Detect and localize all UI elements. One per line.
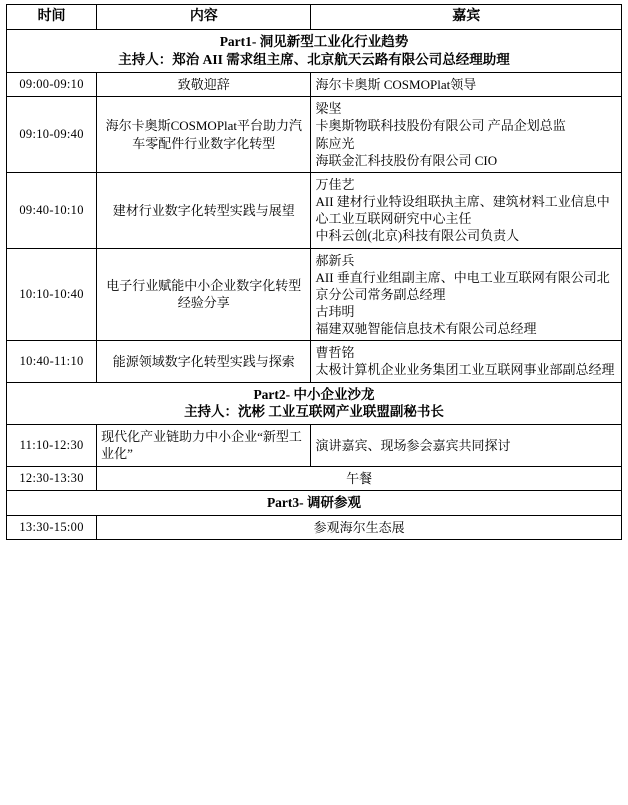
guest-line: 演讲嘉宾、现场参会嘉宾共同探讨 [315,437,511,453]
guest-line: 海尔卡奥斯 COSMOPlat领导 [315,77,477,93]
cell-guest [311,425,622,466]
section-title: Part3- 调研参观 [266,494,362,510]
cell-content: 现代化产业链助力中小企业“新型工业化” [97,425,311,466]
table-body [7,30,622,539]
column-header-time: 时间 [7,5,97,30]
guest-line: 中科云创(北京)科技有限公司负责人 [315,228,520,244]
table-header [7,5,622,30]
guest-line: 陈应光 [315,135,355,151]
cell-guest [311,73,622,97]
guest-line: 万佳艺 [315,176,355,192]
column-header-guest: 嘉宾 [311,5,622,30]
section-host: 主持人：郑治 AII 需求组主席、北京航天云路有限公司总经理助理 [118,52,510,68]
cell-time: 09:10-09:40 [7,97,97,173]
table-row [7,382,622,425]
cell-time: 13:30-15:00 [7,515,97,539]
cell-guest [311,97,622,173]
table-row [7,30,622,73]
guest-line: 卡奥斯物联科技股份有限公司 产品企划总监 [315,118,566,134]
cell-lunch: 午餐 [97,466,622,490]
table-row [7,515,622,539]
agenda-table [6,4,622,540]
table-row [7,73,622,97]
section-host: 主持人：沈彬 工业互联网产业联盟副秘书长 [184,404,444,420]
table-row [7,425,622,466]
guest-line: 古玮明 [315,303,355,319]
guest-line: 太极计算机企业业务集团工业互联网事业部副总经理 [315,362,615,378]
cell-time: 10:10-10:40 [7,248,97,341]
cell-content: 电子行业赋能中小企业数字化转型经验分享 [97,248,311,341]
guest-line: AII 建材行业特设组联执主席、建筑材料工业信息中心工业互联网研究中心主任 [315,194,610,227]
section-title: Part1- 洞见新型工业化行业趋势 [219,34,409,50]
table-header-row [7,5,622,30]
cell-time: 10:40-11:10 [7,341,97,382]
guest-line: AII 垂直行业组副主席、中电工业互联网有限公司北京分公司常务副总经理 [315,269,610,302]
table-row [7,97,622,173]
guest-line: 福建双驰智能信息技术有限公司总经理 [315,321,537,337]
table-row [7,490,622,515]
cell-content: 致敬迎辞 [97,73,311,97]
cell-visit: 参观海尔生态展 [97,515,622,539]
table-row [7,248,622,341]
cell-time: 12:30-13:30 [7,466,97,490]
table-row [7,466,622,490]
guest-line: 郝新兵 [315,252,355,268]
section-header-part3 [7,490,622,515]
cell-guest [311,172,622,248]
table-row [7,341,622,382]
cell-guest [311,341,622,382]
guest-line: 海联金汇科技股份有限公司 CIO [315,152,498,168]
cell-time: 09:00-09:10 [7,73,97,97]
section-title: Part2- 中小企业沙龙 [253,386,375,402]
section-header-part1 [7,30,622,73]
cell-content: 建材行业数字化转型实践与展望 [97,172,311,248]
cell-content: 海尔卡奥斯COSMOPlat平台助力汽车零配件行业数字化转型 [97,97,311,173]
guest-line: 曹哲铭 [315,345,355,361]
cell-time: 09:40-10:10 [7,172,97,248]
cell-content: 能源领域数字化转型实践与探索 [97,341,311,382]
column-header-content: 内容 [97,5,311,30]
section-header-part2 [7,382,622,425]
cell-time: 11:10-12:30 [7,425,97,466]
table-row [7,172,622,248]
guest-line: 梁坚 [315,101,342,117]
cell-guest [311,248,622,341]
